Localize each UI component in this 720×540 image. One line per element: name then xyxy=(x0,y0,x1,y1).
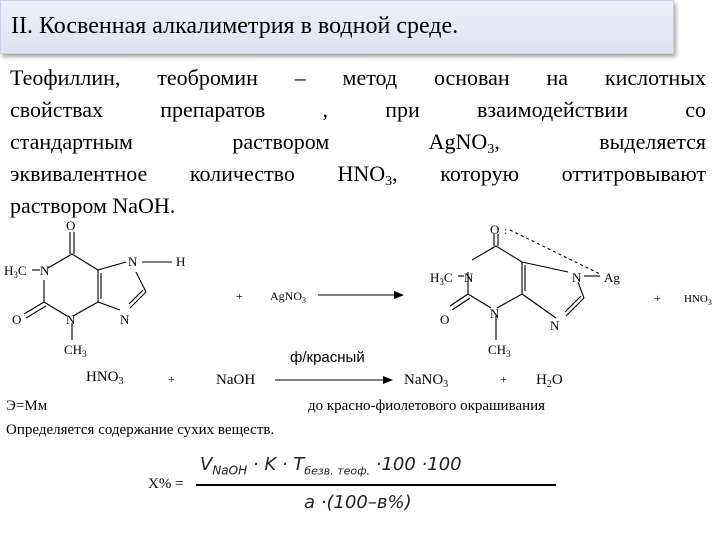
paragraph-line-5: раствором NaOH. xyxy=(10,193,176,218)
formula-denominator: a ·(100–в%) xyxy=(304,492,412,513)
paragraph-line-3-end: , выделяется xyxy=(494,129,706,154)
plus-sign: + xyxy=(168,372,175,386)
atom-h: H xyxy=(176,254,186,269)
theophylline-labels xyxy=(4,220,185,359)
theophylline-structure xyxy=(24,232,172,340)
paragraph-line-4-text: эквивалентное количество HNO xyxy=(10,161,386,186)
equivalent-note: Э=Мм xyxy=(6,398,48,414)
slide-title: II. Косвенная алкалиметрия в водной среде. xyxy=(11,13,459,39)
content-note: Определяется содержание сухих веществ. xyxy=(6,422,275,438)
methyl-group: $H_3C$ xyxy=(4,263,27,280)
paragraph-line-1: Теофиллин, теобромин – метод основан на кислотных xyxy=(10,65,706,90)
atom-n: N xyxy=(550,318,560,333)
atom-n: N xyxy=(572,270,582,285)
atom-n: N xyxy=(40,263,50,278)
formula-numerator: $V_{NaOH} \cdot K \cdot T_{безв. теоф.} \cdot 100 \cdot 100$ xyxy=(200,454,462,478)
reactant-naoh: NaOH xyxy=(216,372,256,388)
reaction-1-scheme xyxy=(0,220,720,370)
atom-n: N xyxy=(128,254,138,269)
product-hno3: $HNO_3$ xyxy=(684,293,712,307)
product-nano3: NaNO$_3$ xyxy=(404,372,449,390)
indicator-label: ф/красный xyxy=(290,349,365,366)
subscript: 3 xyxy=(487,142,495,157)
plus-sign: + xyxy=(500,372,507,386)
atom-n: N xyxy=(120,312,130,327)
subscript: 3 xyxy=(385,174,393,189)
atom-o: O xyxy=(66,220,76,233)
paragraph-line-4-end: , которую оттитровывают xyxy=(392,161,706,186)
content-formula xyxy=(148,452,568,524)
paragraph-line-2: свойствах препаратов , при взаимодействии со xyxy=(10,97,706,122)
reaction-arrow xyxy=(318,291,404,299)
fraction-bar xyxy=(196,484,556,486)
methyl-group: $CH_3$ xyxy=(64,342,87,359)
methyl-group: $H_3C$ xyxy=(430,270,453,287)
slide-title-bar xyxy=(0,0,674,54)
paragraph-line-3 xyxy=(10,126,706,158)
atom-o: O xyxy=(440,312,450,327)
atom-n: N xyxy=(490,306,500,321)
product-water: $H_2O$ xyxy=(536,372,563,390)
titration-arrow xyxy=(275,374,395,386)
description-paragraph xyxy=(10,62,706,222)
lone-pair-dots: : xyxy=(504,225,508,237)
reactant-hno3: $HNO_3$ xyxy=(86,369,124,387)
paragraph-line-3-text: стандартным раствором AgNO xyxy=(10,129,488,154)
atom-ag: Ag xyxy=(604,270,620,285)
atom-o: O xyxy=(490,222,500,237)
methyl-group: $CH_3$ xyxy=(488,342,511,359)
plus-sign: + xyxy=(236,289,243,303)
paragraph-line-4 xyxy=(10,158,706,190)
plus-sign: + xyxy=(654,291,661,305)
reagent-agno3: AgNO$_3$ xyxy=(270,289,306,305)
endpoint-note: до красно-фиолетового окрашивания xyxy=(308,398,546,414)
formula-lhs: Х% = xyxy=(148,476,184,492)
silver-salt-structure xyxy=(450,230,600,340)
atom-n: N xyxy=(66,312,76,327)
atom-n: N xyxy=(464,270,474,285)
atom-o: O xyxy=(12,312,22,327)
